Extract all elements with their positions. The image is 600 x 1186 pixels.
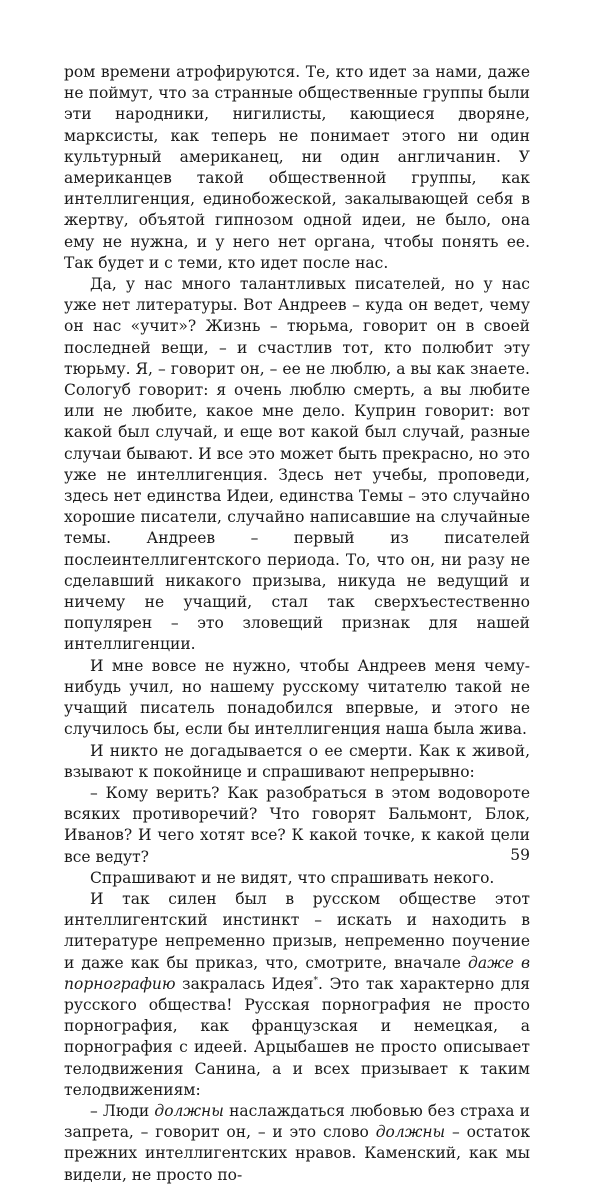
paragraph	[64, 783, 530, 868]
text-run: И так силен был в русском обществе этот интеллигентский инстинкт – искать и находить в литературе непременно призыв, непременно поучение и даже как бы приказ, что, смотрите, вначале	[64, 889, 530, 972]
paragraph	[64, 656, 530, 741]
paragraph	[64, 274, 530, 656]
text-run: И мне вовсе не нужно, чтобы Андреев меня чему-нибудь учил, но нашему русскому читателю такой не учащий писатель понадобился впервые, и этого не случилось бы, если бы интеллигенция наша была жива.	[64, 656, 530, 739]
paragraph	[64, 889, 530, 1101]
paragraph	[64, 868, 530, 889]
text-run: – Люди	[90, 1101, 155, 1120]
page-number: 59	[510, 846, 530, 864]
text-run: наслаждаться любовью без страха и запрета, – говорит он, – и это слово	[64, 1101, 530, 1142]
paragraph	[64, 62, 530, 274]
text-run: . Это так характерно для русского общества! Русская порнография не просто порнография, как французская и немецкая, а порнография с идеей. Арцыбашев не просто описывает телодвижения Санина, а и всех призывает к таким телодвижениям:	[64, 974, 530, 1099]
text-run: Да, у нас много талантливых писателей, но у нас уже нет литературы. Вот Андреев – куда он ведет, чему он нас «учит»? Жизнь – тюрьма, говорит он в своей последней вещи, – и счастлив тот, кто полюбит эту тюрьму. Я, – говорит он, – ее не люблю, а вы как знаете. Сологуб говорит: я очень люблю смерть, а вы любите или не любите, какое мне дело. Куприн говорит: вот какой был случай, и еще вот какой был случай, разные случаи бывают. И все это может быть прекрасно, но это уже не интеллигенция. Здесь нет учебы, проповеди, здесь нет единства Идеи, единства Темы – это случайно хорошие писатели, случайно написавшие на случайные темы. Андреев – первый из писателей послеинтеллигентского периода. То, что он, ни разу не сделавший никакого призыва, никуда не ведущий и ничему не учащий, стал так сверхъестественно популярен – это зловещий признак для нашей интеллигенции.	[64, 275, 530, 654]
italic-text: должны	[375, 1123, 446, 1142]
text-run: – остаток прежних интеллигентских нравов. Каменский, как мы видели, не просто по-	[64, 1123, 531, 1184]
paragraph	[64, 741, 530, 783]
page-body	[64, 62, 530, 1186]
text-run: – Кому верить? Как разобраться в этом водовороте всяких противоречий? Что говорят Бальмонт, Блок, Иванов? И чего хотят все? К какой точке, к какой цели все ведут?	[64, 783, 530, 866]
text-run: Спрашивают и не видят, что спрашивать некого.	[90, 868, 495, 887]
text-run: И никто не догадывается о ее смерти. Как к живой, взывают к покойнице и спрашивают непрерывно:	[64, 741, 530, 781]
italic-text: должны	[154, 1101, 224, 1120]
text-run: ром времени атрофируются. Те, кто идет за нами, даже не поймут, что за странные общественные группы были эти народники, нигилисты, кающиеся дворяне, марксисты, как теперь не понимает этого ни один культурный американец, ни один англичанин. У американцев такой общественной группы, как интеллигенция, единобожеской, закалывающей себя в жертву, объятой гипнозом одной идеи, не было, она ему не нужна, и у него нет органа, чтобы понять ее. Так будет и с теми, кто идет после нас.	[64, 63, 530, 272]
footnote-marker: *	[313, 975, 319, 986]
paragraph	[64, 1101, 530, 1186]
text-run: закралась Идея	[175, 974, 314, 993]
italic-text: даже в порнографию	[64, 953, 530, 993]
